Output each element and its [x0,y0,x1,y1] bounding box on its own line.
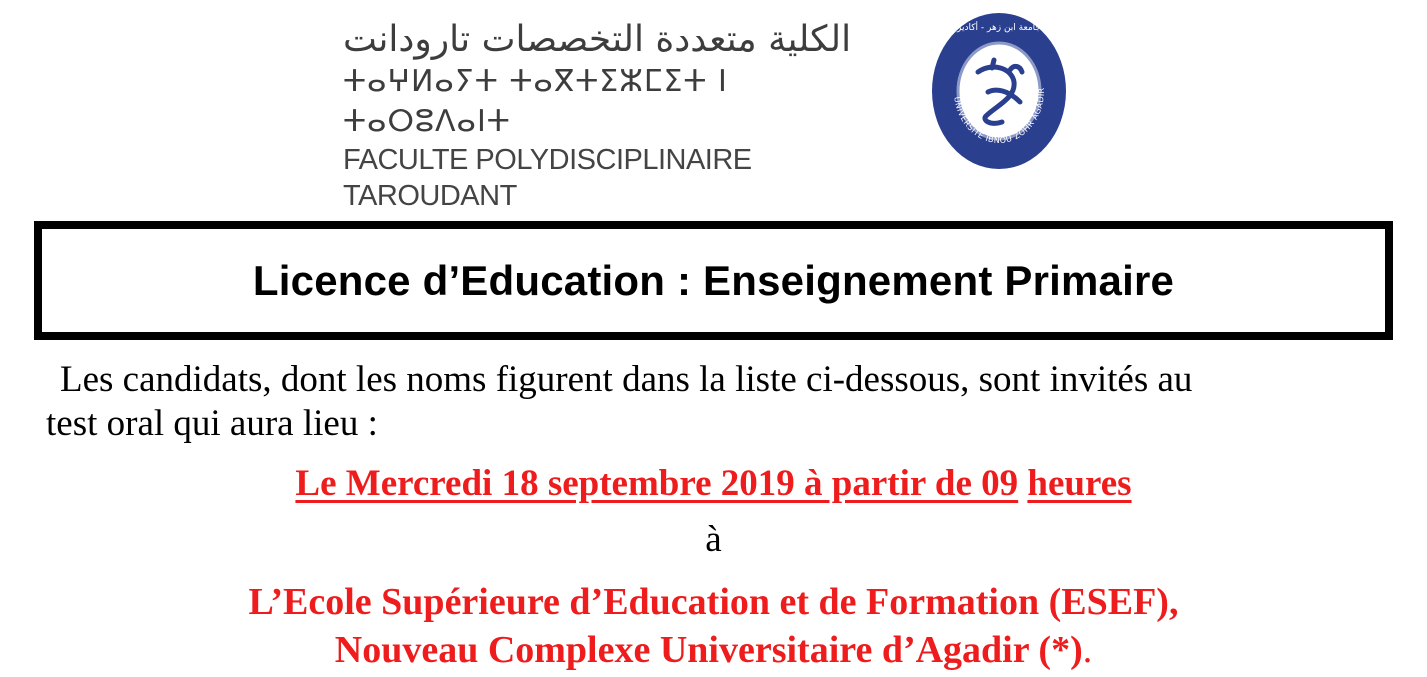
faculty-name-arabic: الكلية متعددة التخصصات تارودانت [343,19,852,60]
seal-latin-text: UNIVERSITE IBNOU ZOHR AGADIR [952,87,1047,146]
exam-date-text: Le Mercredi 18 septembre 2019 à partir de 09 [295,463,1019,504]
university-seal-logo [930,10,1068,172]
venue-line-2 [0,626,1427,674]
exam-date [0,462,1427,506]
faculty-name-tifinagh: ⵜⴰⵖⵍⴰⵢⵜ ⵜⴰⴳⵜⵉⵣⵎⵉⵜ ⵏ ⵜⴰⵔⵓⴷⴰⵏⵜ [343,64,728,139]
venue-line-2-period: . [1082,629,1093,671]
location-preposition: à [705,519,722,560]
faculty-logo-text [343,18,903,214]
page-header [0,0,1427,212]
exam-venue [0,578,1427,674]
faculty-name-latin: FACULTE POLYDISCIPLINAIRE TAROUDANT [343,144,752,212]
title-box [34,221,1393,340]
exam-date-hours: heures [1027,463,1132,504]
page-title: Licence d’Education : Enseignement Primaire [252,256,1175,304]
intro-line-1: Les candidats, dont les noms figurent dans la liste ci-dessous, sont invités au [60,359,1193,400]
venue-line-1: L’Ecole Supérieure d’Education et de Formation (ESEF), [248,581,1179,623]
intro-line-2: test oral qui aura lieu : [46,403,378,444]
seal-arabic-text: جامعة ابن زهر - أكادير [957,23,1041,33]
intro-paragraph [46,358,1406,446]
venue-line-2-text: Nouveau Complexe Universitaire d’Agadir (*) [334,629,1083,671]
